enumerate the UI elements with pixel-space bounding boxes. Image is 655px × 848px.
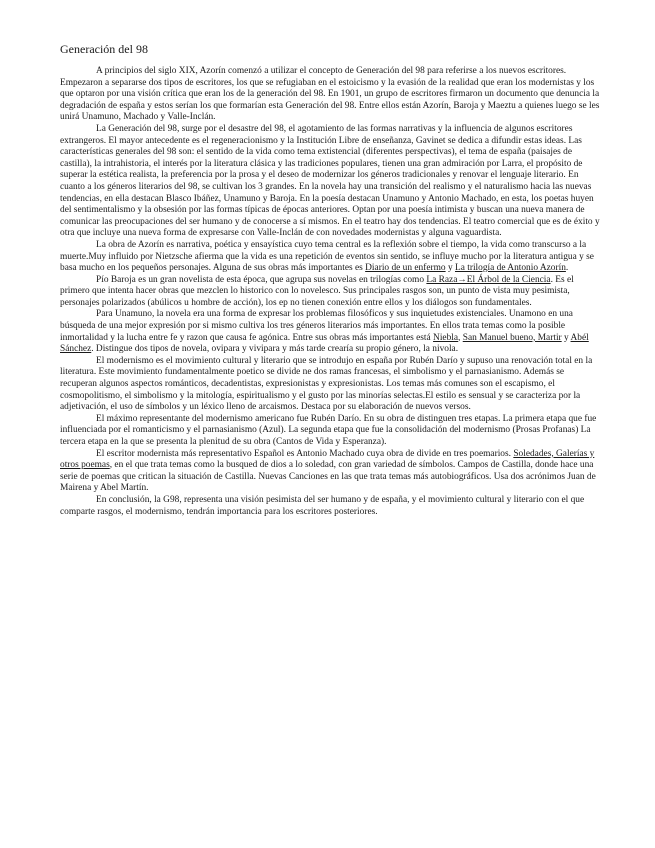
work-title: Diario de un enfermo xyxy=(365,263,446,274)
paragraph-6 xyxy=(60,356,600,414)
work-title: Abél Sánchez xyxy=(60,332,589,355)
document-page xyxy=(60,42,600,518)
text-run: , en el que trata temas como la busqued de dios a lo soledad, con gran variedad de símbolos. Campos de Castilla, donde hace una serie de poemas que critican la situación de Castilla. Nuevas Canciones en las que trata temas más autobiográficos. Usa dos acrónimos Juan de Mairena y Abel Martín. xyxy=(60,460,596,494)
text-run: La Generación del 98, surge por el desastre del 98, el agotamiento de las formas narrativas y la influencia de algunos escritores extrangeros. El mayor antecedente es el regeneracionismo y la Institución Libre de enseñanza, Gavinet se dedica a difundir estas ideas. Las características generales del 98 son: el sentido de la vida como tema extistencial (diferentes perspectivas), el tema de españa (paisajes de castilla), la intrahistoria, el interés por la literatura clásica y las tradiciones populares, tienen una gran admiración por Larra, el propósito de superar la estética realista, la preferencia por la prosa y el deseo de modernizar los géneros tradicionales y renovar el lenguaje literario. En cuanto a los géneros literarios del 98, se cultivan los 3 grandes. En la novela hay una transición del realismo y el naturalismo hacia las nuevas tendencias, en ella destacan Blasco Ibáñez, Unamuno y Baroja. En la poesía destacan Unamuno y Antonio Machado, en esta, los poetas huyen del sentimentalismo y la obsesión por las formas típicas de épocas anteriores. Optan por una poesía intimista y buscan una nueva manera de comunicar las preocupaciones del ser humano y de conocerse a sí mismos. En el teatro hay dos tendencias. El teatro comercial que es de éxito y otra que incluye una nueva forma de expresarse con Valle-Inclán de con novedades modernistas y alguna vaguardista. xyxy=(60,123,600,239)
text-run: La obra de Azorín es narrativa, poética y ensayística cuyo tema central es la reflexión sobre el tiempo, la vida como transcurso a la muerte.Muy influido por Nietzsche afierma que la vida es una repetición de eventos sin sentido, se influye mucho por la literatura antigua y se basa mucho en los pequeños personajes. Alguna de sus obras más importantes es xyxy=(60,239,594,274)
paragraph-7 xyxy=(60,414,600,449)
text-run: , xyxy=(458,332,463,343)
paragraph-8 xyxy=(60,449,600,495)
paragraph-5 xyxy=(60,309,600,355)
paragraph-3 xyxy=(60,240,600,275)
paragraph-9 xyxy=(60,495,600,518)
paragraph-2 xyxy=(60,124,600,240)
work-title: La Raza→El Árbol de la Ciencia xyxy=(426,274,551,285)
paragraph-1 xyxy=(60,66,600,124)
text-run: Para Unamuno, la novela era una forma de expresar los problemas filosóficos y sus inquietudes existenciales. Unamono en una búsqueda de una mejor expresión por si mismo cultiva los tres géneros literarios más importantes. En ellos trata temas como la posible inmortalidad y la lucha entre fe y razon que causa fe agónica. Entre sus obras más importantes está xyxy=(60,309,573,343)
work-title: Soledades, Galerías y otros poemas xyxy=(60,448,595,471)
document-body xyxy=(60,66,600,518)
work-title: La trilogía de Antonio Azorín xyxy=(454,263,566,274)
text-run: . Distingue dos tipos de novela, ovipara y vivipara y más tarde crearía su propio género, la nivola. xyxy=(91,344,459,355)
text-run: y xyxy=(445,263,455,274)
work-title: Niebla xyxy=(433,332,459,343)
text-run: y xyxy=(561,332,571,343)
text-run: El máximo representante del modernismo americano fue Rubén Darío. En su obra de distinguen tres etapas. La primera etapa que fue influenciada por el romanticismo y el parnasianismo (Azul). La segunda etapa que fue la consolidación del modernismo (Prosas Profanas) La tercera etapa en la que se presenta la plenitud de su obra (Cantos de Vida y Esperanza). xyxy=(60,413,597,447)
text-run: El escritor modernista más representativo Español es Antonio Machado cuya obra de divide en tres poemarios. xyxy=(96,448,514,459)
text-run: A principios del siglo XIX, Azorín comenzó a utilizar el concepto de Generación del 98 para referirse a los nuevos escritores. Empezaron a separarse dos tipos de escritores, los que se refugiaban en el estoicismo y la evasión de la realidad que eran los modernistas y los que optaron por una visión crítica que eran los de la generación del 98. En 1901, un grupo de escritores firmaron un documento que denuncia la degradación de españa y estos serían los que formarían esta Generación del 98. Entre ellos están Azorín, Baroja y Maeztu a quienes luego se les unirá Unamuno, Machado y Valle-Inclán. xyxy=(60,66,600,123)
paragraph-4 xyxy=(60,275,600,310)
text-run: Pío Baroja es un gran novelista de esta época, que agrupa sus novelas en trilogías como xyxy=(96,274,427,285)
text-run: . xyxy=(565,263,569,274)
document-title: Generación del 98 xyxy=(60,42,148,56)
work-title: San Manuel bueno, Martir xyxy=(462,332,562,343)
text-run: . Es el primero que intenta hacer obras que mezclen lo historico con lo novelesco. Sus principales rasgos son, un punto de vista muy pesimista, personajes polarizados (abúlicos u hombre de acción), los ep no tienen conexión entre ellos y los diálogos son fundamentales. xyxy=(60,274,574,308)
text-run: El modernismo es el movimiento cultural y literario que se introdujo en españa por Rubén Darío y supuso una renovación total en la literatura. Este movimiento fundamentalmente poetico se divide ne dos ramas francesas, el simbolismo y el parnasianismo. Además se recuperan algunos aspectos románticos, decadentistas, expresionistas y expresionistas. Los temas más comunes son el escapismo, el cosmopolitismo, el simbolismo y la mitología, espiritualismo y el gusto por las minorías selectas.El estilo es sensual y se caracteriza por la adjetivación, el uso de símbolos y un léxico lleno de arcaismos. Destaca por su elaboración de nuevos versos. xyxy=(60,355,593,413)
text-run: En conclusión, la G98, representa una visión pesimista del ser humano y de españa, y el movimiento cultural y literario con el que comparte rasgos, el modernismo, tendrán importancia para los escritores posteriores. xyxy=(60,494,585,517)
